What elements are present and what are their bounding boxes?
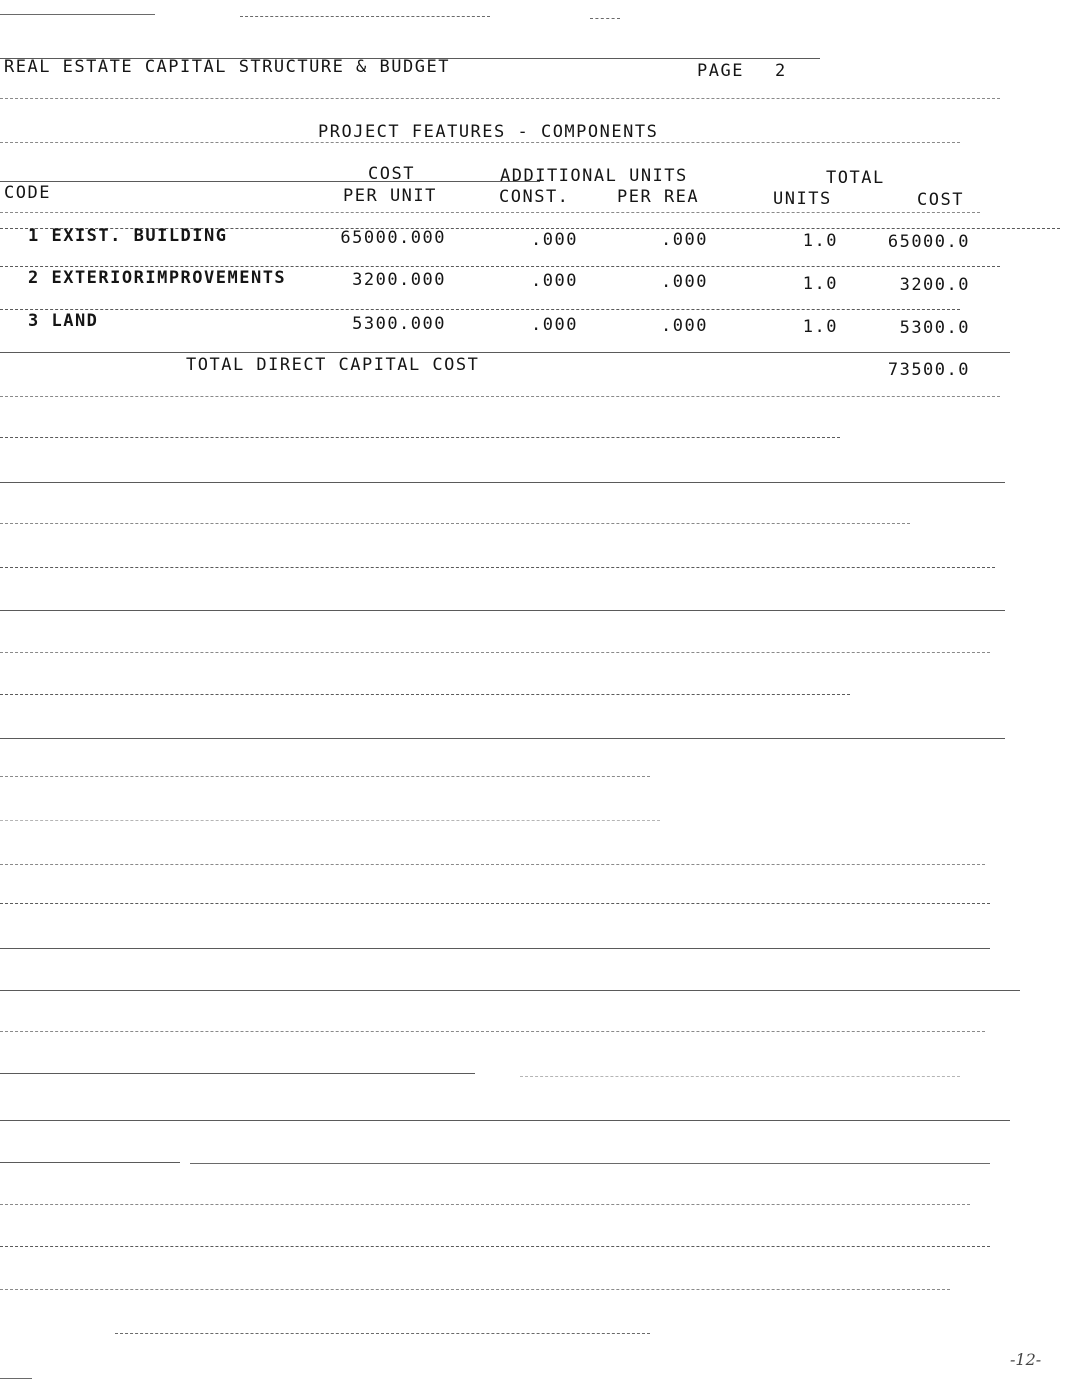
rule-line bbox=[0, 738, 1005, 739]
rule-line bbox=[0, 776, 650, 777]
cost-value: 65000.0 bbox=[887, 232, 970, 252]
cost-per-unit: 65000.000 bbox=[340, 228, 446, 248]
rule-line bbox=[190, 1163, 990, 1164]
rule-line bbox=[0, 396, 1000, 397]
rule-line bbox=[0, 1162, 180, 1163]
cost-per-unit: 3200.000 bbox=[352, 270, 446, 290]
column-header-per-rea: PER REA bbox=[617, 187, 700, 207]
per-rea-value: .000 bbox=[661, 272, 708, 292]
section-title: PROJECT FEATURES - COMPONENTS bbox=[318, 122, 659, 142]
rule-line bbox=[0, 990, 1020, 991]
rule-line bbox=[0, 181, 540, 182]
units-value: 1.0 bbox=[802, 231, 838, 251]
rule-line bbox=[0, 1289, 950, 1290]
const-value: .000 bbox=[531, 230, 578, 250]
component-item: 1 EXIST. BUILDING bbox=[28, 226, 228, 246]
top-mark bbox=[0, 14, 155, 15]
rule-line bbox=[0, 610, 1005, 611]
const-value: .000 bbox=[531, 271, 578, 291]
top-mark bbox=[240, 16, 490, 17]
rule-line bbox=[0, 98, 1000, 99]
rule-line bbox=[0, 820, 660, 821]
units-value: 1.0 bbox=[802, 274, 838, 294]
rule-line bbox=[0, 482, 1005, 483]
column-header-cost-top: COST bbox=[368, 164, 415, 184]
total-label: TOTAL DIRECT CAPITAL COST bbox=[186, 355, 480, 375]
rule-line bbox=[0, 437, 840, 438]
rule-line bbox=[0, 652, 990, 653]
const-value: .000 bbox=[531, 315, 578, 335]
rule-line bbox=[0, 948, 990, 949]
cost-per-unit: 5300.000 bbox=[352, 314, 446, 334]
rule-line bbox=[0, 1246, 990, 1247]
cost-value: 3200.0 bbox=[899, 275, 970, 295]
rule-line bbox=[0, 694, 850, 695]
column-header-total: TOTAL bbox=[826, 168, 885, 188]
report-title: REAL ESTATE CAPITAL STRUCTURE & BUDGET bbox=[4, 57, 450, 77]
rule-line bbox=[520, 1076, 960, 1077]
bottom-mark bbox=[0, 1378, 32, 1379]
rule-line bbox=[0, 58, 820, 59]
rule-line bbox=[0, 523, 910, 524]
component-item: 3 LAND bbox=[28, 311, 99, 331]
rule-line bbox=[115, 1333, 650, 1334]
cost-value: 5300.0 bbox=[899, 318, 970, 338]
rule-line bbox=[0, 1120, 1010, 1121]
column-header-cost: COST bbox=[917, 190, 964, 210]
rule-line bbox=[0, 309, 960, 310]
page-label: PAGE bbox=[697, 61, 744, 81]
column-header-const: CONST. bbox=[499, 187, 570, 207]
page-number: 2 bbox=[775, 61, 787, 81]
column-header-per-unit: PER UNIT bbox=[343, 186, 437, 206]
rule-line bbox=[0, 864, 985, 865]
column-header-additional-units: ADDITIONAL UNITS bbox=[500, 166, 688, 186]
footer-page-mark: -12- bbox=[1010, 1350, 1042, 1369]
rule-line bbox=[0, 1031, 985, 1032]
units-value: 1.0 bbox=[802, 317, 838, 337]
top-mark bbox=[590, 18, 620, 19]
rule-line bbox=[0, 142, 960, 143]
per-rea-value: .000 bbox=[661, 230, 708, 250]
rule-line bbox=[0, 567, 995, 568]
rule-line bbox=[0, 1073, 475, 1074]
rule-line bbox=[0, 903, 990, 904]
column-header-units: UNITS bbox=[773, 189, 832, 209]
component-item: 2 EXTERIORIMPROVEMENTS bbox=[28, 268, 287, 288]
total-value: 73500.0 bbox=[887, 360, 970, 380]
rule-line bbox=[0, 212, 980, 213]
rule-line bbox=[0, 352, 1010, 353]
column-header-code: CODE bbox=[4, 183, 51, 203]
rule-line bbox=[0, 1204, 970, 1205]
per-rea-value: .000 bbox=[661, 316, 708, 336]
rule-line bbox=[0, 266, 1000, 267]
